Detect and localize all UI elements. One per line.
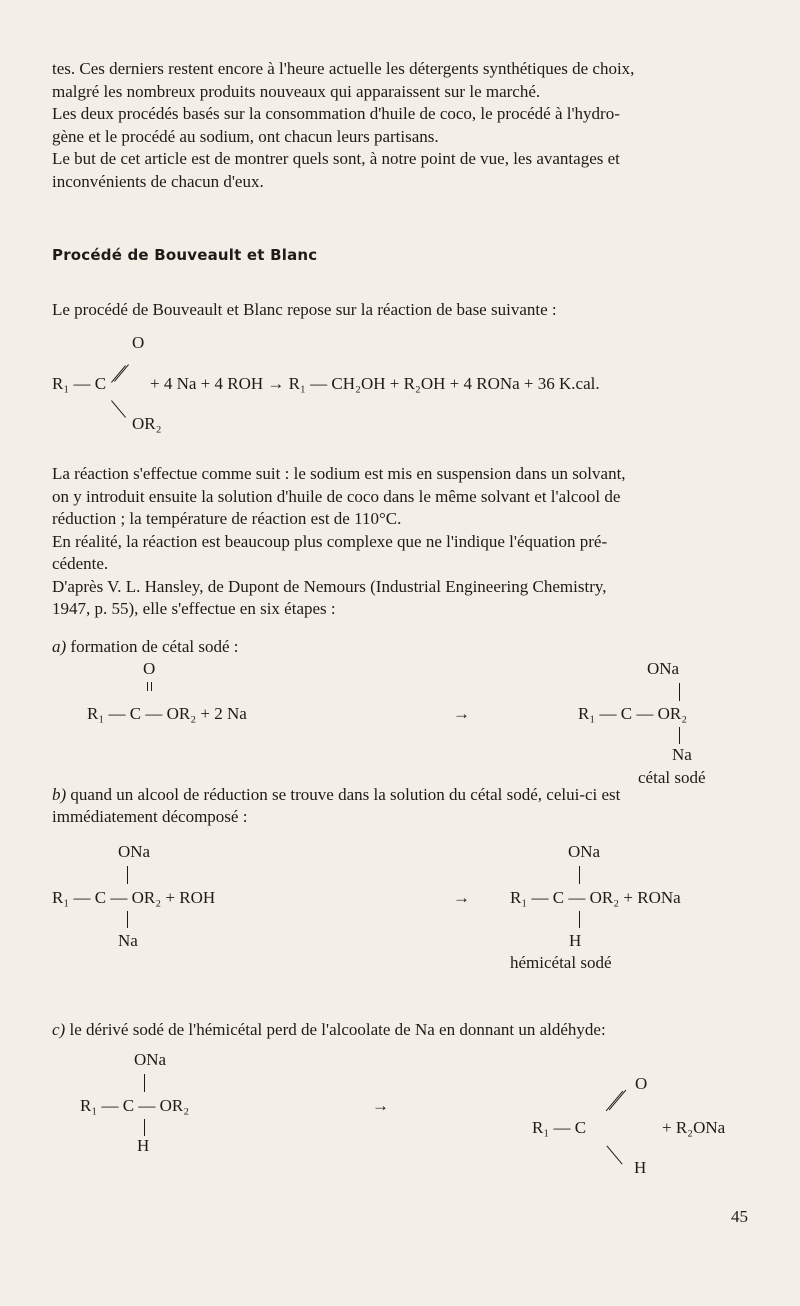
text-line: Les deux procédés basés sur la consommation d'huile de coco, le procédé à l'hydro- bbox=[52, 104, 620, 123]
text-line: on y introduit ensuite la solution d'huile de coco dans le même solvant et l'alcool de bbox=[52, 486, 621, 506]
single-bond-line bbox=[144, 1074, 145, 1092]
text-line: Le but de cet article est de montrer quels sont, à notre point de vue, les avantages et bbox=[52, 149, 620, 168]
double-bond-line bbox=[114, 364, 129, 381]
product-aldehyde: R₁ — C bbox=[532, 1118, 587, 1137]
single-bond-line bbox=[111, 400, 126, 417]
reactant-cetal: R₁ — C — OR₂ + ROH bbox=[52, 888, 216, 907]
step-text: immédiatement décomposé : bbox=[52, 807, 248, 826]
product-ona: ONa bbox=[647, 659, 680, 678]
single-bond-line bbox=[144, 1119, 145, 1136]
double-bond-line bbox=[609, 1090, 626, 1111]
carbonyl-oxygen: O bbox=[143, 659, 156, 678]
text-line: malgré les nombreux produits nouveaux qui apparaissent sur le marché. bbox=[52, 81, 541, 101]
intro-paragraph bbox=[52, 58, 752, 193]
reactant-ona: ONa bbox=[134, 1050, 167, 1069]
reactant-hemicetal: R₁ — C — OR₂ bbox=[80, 1096, 190, 1115]
text-line: cédente. bbox=[52, 554, 109, 573]
reaction-rhs: + 4 Na + 4 ROH → R₁ — CH₂OH + R₂OH + 4 RONa + 36 K.cal. bbox=[150, 374, 600, 393]
reactant-h: H bbox=[137, 1136, 150, 1155]
reaction-intro: Le procédé de Bouveault et Blanc repose sur la réaction de base suivante : bbox=[52, 300, 557, 319]
step-label: a) bbox=[52, 637, 67, 656]
section-title: Procédé de Bouveault et Blanc bbox=[52, 246, 318, 264]
step-label: c) bbox=[52, 1020, 66, 1039]
double-bond-line bbox=[147, 682, 148, 691]
text-line: réduction ; la température de réaction est de 110°C. bbox=[52, 509, 402, 528]
product-r2ona: + R₂ONa bbox=[662, 1118, 726, 1137]
text-line: D'après V. L. Hansley, de Dupont de Nemours (Industrial Engineering Chemistry, bbox=[52, 576, 607, 596]
carbonyl-oxygen: O bbox=[132, 333, 145, 352]
reaction-arrow: → bbox=[453, 704, 470, 723]
step-text: formation de cétal sodé : bbox=[70, 637, 239, 656]
page-number: 45 bbox=[731, 1207, 748, 1226]
text-line: La réaction s'effectue comme suit : le sodium est mis en suspension dans un solvant, bbox=[52, 464, 626, 483]
single-bond-line bbox=[679, 727, 680, 744]
single-bond-line bbox=[127, 866, 128, 884]
text-line: inconvénients de chacun d'eux. bbox=[52, 171, 264, 191]
step-text: quand un alcool de réduction se trouve dans la solution du cétal sodé, celui-ci est bbox=[70, 785, 621, 804]
product-ona: ONa bbox=[568, 842, 601, 861]
text-line: 1947, p. 55), elle s'effectue en six étapes : bbox=[52, 599, 336, 618]
single-bond-line bbox=[579, 866, 580, 884]
carbonyl-oxygen: O bbox=[635, 1074, 648, 1093]
product-na: Na bbox=[672, 745, 692, 764]
text-line: gène et le procédé au sodium, ont chacun leurs partisans. bbox=[52, 126, 439, 146]
single-bond-line bbox=[606, 1145, 622, 1164]
single-bond-line bbox=[679, 683, 680, 701]
reactant-na: Na bbox=[118, 931, 138, 950]
ester-or2: OR₂ bbox=[132, 414, 162, 433]
product-h: H bbox=[634, 1158, 647, 1177]
reactant-ona: ONa bbox=[118, 842, 151, 861]
text-line: tes. Ces derniers restent encore à l'heure actuelle les détergents synthétiques de choix, bbox=[52, 59, 635, 78]
product-h: H bbox=[569, 931, 582, 950]
product-name: cétal sodé bbox=[638, 768, 706, 787]
double-bond-line bbox=[151, 682, 152, 691]
product-cetal: R₁ — C — OR₂ bbox=[578, 704, 688, 723]
body-paragraph bbox=[52, 463, 752, 621]
step-label: b) bbox=[52, 785, 67, 804]
product-hemicetal: R₁ — C — OR₂ + RONa bbox=[510, 888, 681, 907]
product-name: hémicétal sodé bbox=[510, 953, 612, 972]
text-line: En réalité, la réaction est beaucoup plus complexe que ne l'indique l'équation pré- bbox=[52, 531, 608, 551]
single-bond-line bbox=[579, 911, 580, 928]
reactant-ester: R₁ — C bbox=[52, 374, 107, 393]
reaction-arrow: → bbox=[453, 888, 470, 907]
reaction-arrow: → bbox=[372, 1096, 389, 1115]
reactant-ester: R₁ — C — OR₂ + 2 Na bbox=[87, 704, 247, 723]
step-text: le dérivé sodé de l'hémicétal perd de l'alcoolate de Na en donnant un aldéhyde: bbox=[69, 1020, 606, 1039]
single-bond-line bbox=[127, 911, 128, 928]
